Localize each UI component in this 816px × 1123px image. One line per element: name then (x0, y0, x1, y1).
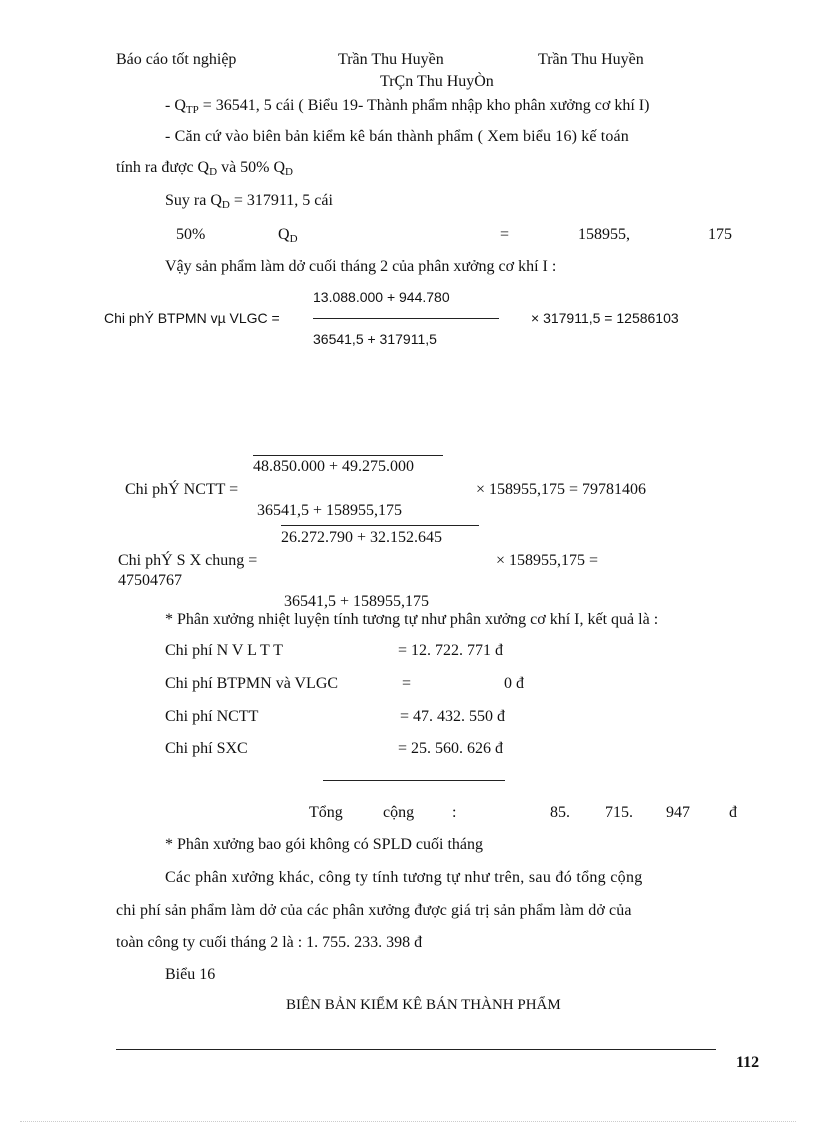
table-title: BIÊN BẢN KIỂM KÊ BÁN THÀNH PHẨM (286, 997, 561, 1013)
formula1-denominator: 36541,5 + 317911,5 (313, 331, 437, 347)
formula3-result: × 158955,175 = (496, 552, 599, 569)
para1-line2: tính ra được $Q_D$ và 50% $Q_D$ (116, 159, 293, 178)
total-label-1: Tổng (309, 804, 343, 821)
formula1-result: × 317911,5 = 12586103 (531, 310, 679, 326)
half-value-1: 158955, (578, 226, 630, 243)
heat-row-eq: = (402, 675, 412, 692)
wip-intro: Vậy sản phẩm làm dở cuối tháng 2 của phân xưởng cơ khí I : (165, 258, 557, 275)
total-colon: : (452, 804, 457, 821)
header-left: Báo cáo tốt nghiệp (116, 51, 237, 68)
formula3-overline (281, 525, 479, 526)
para2-line3: toàn công ty cuối tháng 2 là : 1. 755. 233. 398 đ (116, 934, 423, 951)
total-value-2: 715. (605, 804, 633, 821)
header-name-2: Trần Thu Huyền (538, 51, 644, 68)
heat-row-value: = 12. 722. 771 đ (398, 642, 504, 659)
heat-row-value: 0 đ (504, 675, 524, 692)
formula2-numerator: 48.850.000 + 49.275.000 (253, 458, 415, 475)
half-eq: = (500, 226, 510, 243)
half-value-2: 175 (708, 226, 732, 243)
para1-line1: - Căn cứ vào biên bản kiểm kê bán thành phẩm ( Xem biểu 16) kế toán (165, 128, 629, 145)
heat-row-value: = 47. 432. 550 đ (400, 708, 506, 725)
footer-rule (116, 1049, 716, 1050)
formula3-result-value: 47504767 (118, 572, 182, 589)
heat-row-label: Chi phí BTPMN và VLGC (165, 675, 339, 692)
total-value-1: 85. (550, 804, 570, 821)
formula2-label: Chi phÝ NCTT = (125, 481, 239, 498)
total-label-2: cộng (383, 804, 415, 821)
formula3-numerator: 26.272.790 + 32.152.645 (281, 529, 443, 546)
formula1-fraction-bar (313, 318, 499, 319)
para2-line2: chi phí sản phẩm làm dở của các phân xưởng được giá trị sản phẩm làm dở của (116, 902, 632, 919)
heat-row-label: Chi phí N V L T T (165, 642, 283, 659)
formula2-result: × 158955,175 = 79781406 (476, 481, 647, 498)
heat-intro: * Phân xưởng nhiệt luyện tính tương tự như phân xưởng cơ khí I, kết quả là : (165, 611, 659, 628)
total-separator (323, 780, 505, 781)
formula2-denominator: 36541,5 + 158955,175 (257, 502, 403, 519)
formula2-overline (253, 455, 443, 456)
formula3-denominator: 36541,5 + 158955,175 (284, 593, 430, 610)
formula3-label: Chi phÝ S X chung = (118, 552, 258, 569)
heat-row-label: Chi phí NCTT (165, 708, 259, 725)
half-q: $Q_D$ (278, 226, 298, 245)
half-pct: 50% (176, 226, 206, 243)
page-edge-dotted (20, 1121, 796, 1122)
header-name-3: TrÇn Thu HuyÒn (380, 73, 494, 90)
qtp-line: - $Q_{TP} = 36541$, 5 cái ( Biểu 19- Thành phẩm nhập kho phân xưởng cơ khí I) (165, 97, 650, 116)
total-unit: đ (729, 804, 737, 821)
formula1-numerator: 13.088.000 + 944.780 (313, 289, 450, 305)
total-value-3: 947 (666, 804, 690, 821)
para2-line1: Các phân xưởng khác, công ty tính tương tự như trên, sau đó tổng cộng (165, 869, 643, 886)
bieu-label: Biểu 16 (165, 966, 216, 983)
packaging-note: * Phân xưởng bao gói không có SPLD cuối tháng (165, 836, 483, 853)
qd-line: Suy ra $Q_D = 317911$, 5 cái (165, 192, 333, 211)
formula1-label: Chi phÝ BTPMN vµ VLGC = (104, 310, 280, 326)
heat-row-value: = 25. 560. 626 đ (398, 740, 504, 757)
heat-row-label: Chi phí SXC (165, 740, 248, 757)
page-number: 112 (736, 1054, 760, 1071)
header-name-1: Trần Thu Huyền (338, 51, 444, 68)
